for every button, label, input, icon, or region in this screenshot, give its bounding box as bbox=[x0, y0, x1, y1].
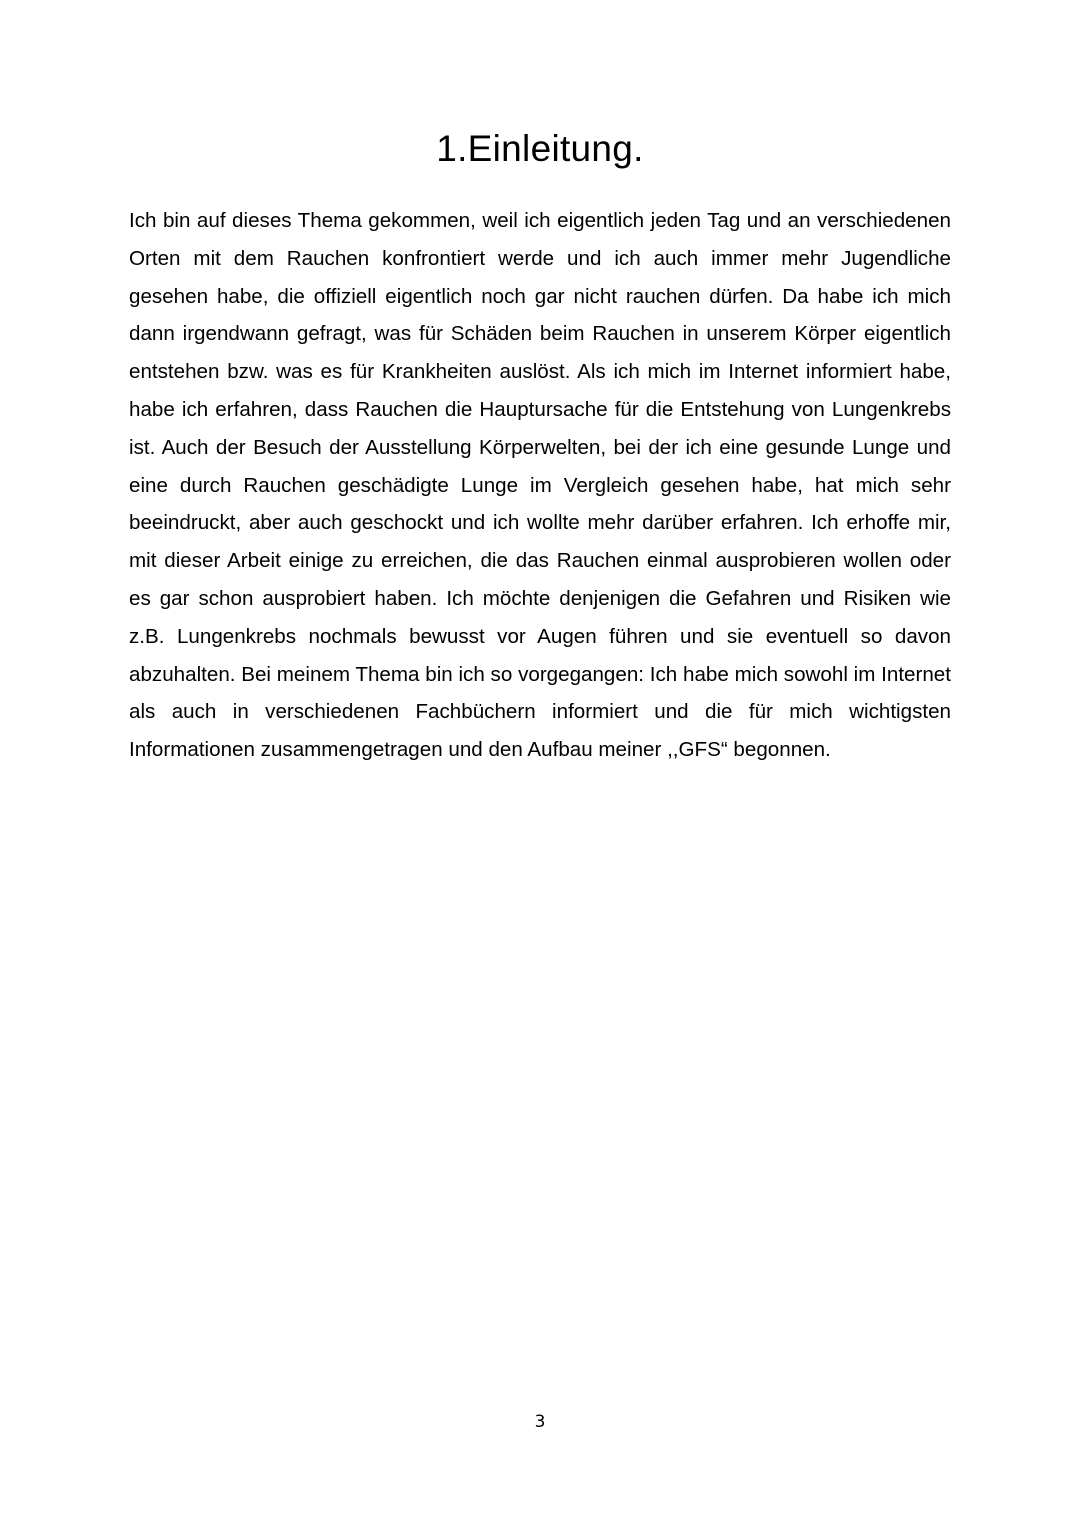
introduction-paragraph: Ich bin auf dieses Thema gekommen, weil ich eigentlich jeden Tag und an verschiedenen Orten mit dem Rauchen konfrontiert werde und ich auch immer mehr Jugendliche gesehen habe, die offiziell eigentlich noch gar nicht rauchen dürfen. Da habe ich mich dann irgendwann gefragt, was für Schäden beim Rauchen in unserem Körper eigentlich entstehen bzw. was es für Krankheiten auslöst. Als ich mich im Internet informiert habe, habe ich erfahren, dass Rauchen die Hauptursache für die Entstehung von Lungenkrebs ist. Auch der Besuch der Ausstellung Körperwelten, bei der ich eine gesunde Lunge und eine durch Rauchen geschädigte Lunge im Vergleich gesehen habe, hat mich sehr beeindruckt, aber auch geschockt und ich wollte mehr darüber erfahren. Ich erhoffe mir, mit dieser Arbeit einige zu erreichen, die das Rauchen einmal ausprobieren wollen oder es gar schon ausprobiert haben. Ich möchte denjenigen die Gefahren und Risiken wie z.B. Lungenkrebs nochmals bewusst vor Augen führen und sie eventuell so davon abzuhalten. Bei meinem Thema bin ich so vorgegangen: Ich habe mich sowohl im Internet als auch in verschiedenen Fachbüchern informiert und die für mich wichtigsten Informationen zusammengetragen und den Aufbau meiner ,,GFS“ begonnen. bbox=[129, 209, 951, 762]
section-title: 1.Einleitung. bbox=[436, 128, 644, 169]
page-number: 3 bbox=[534, 1412, 546, 1432]
